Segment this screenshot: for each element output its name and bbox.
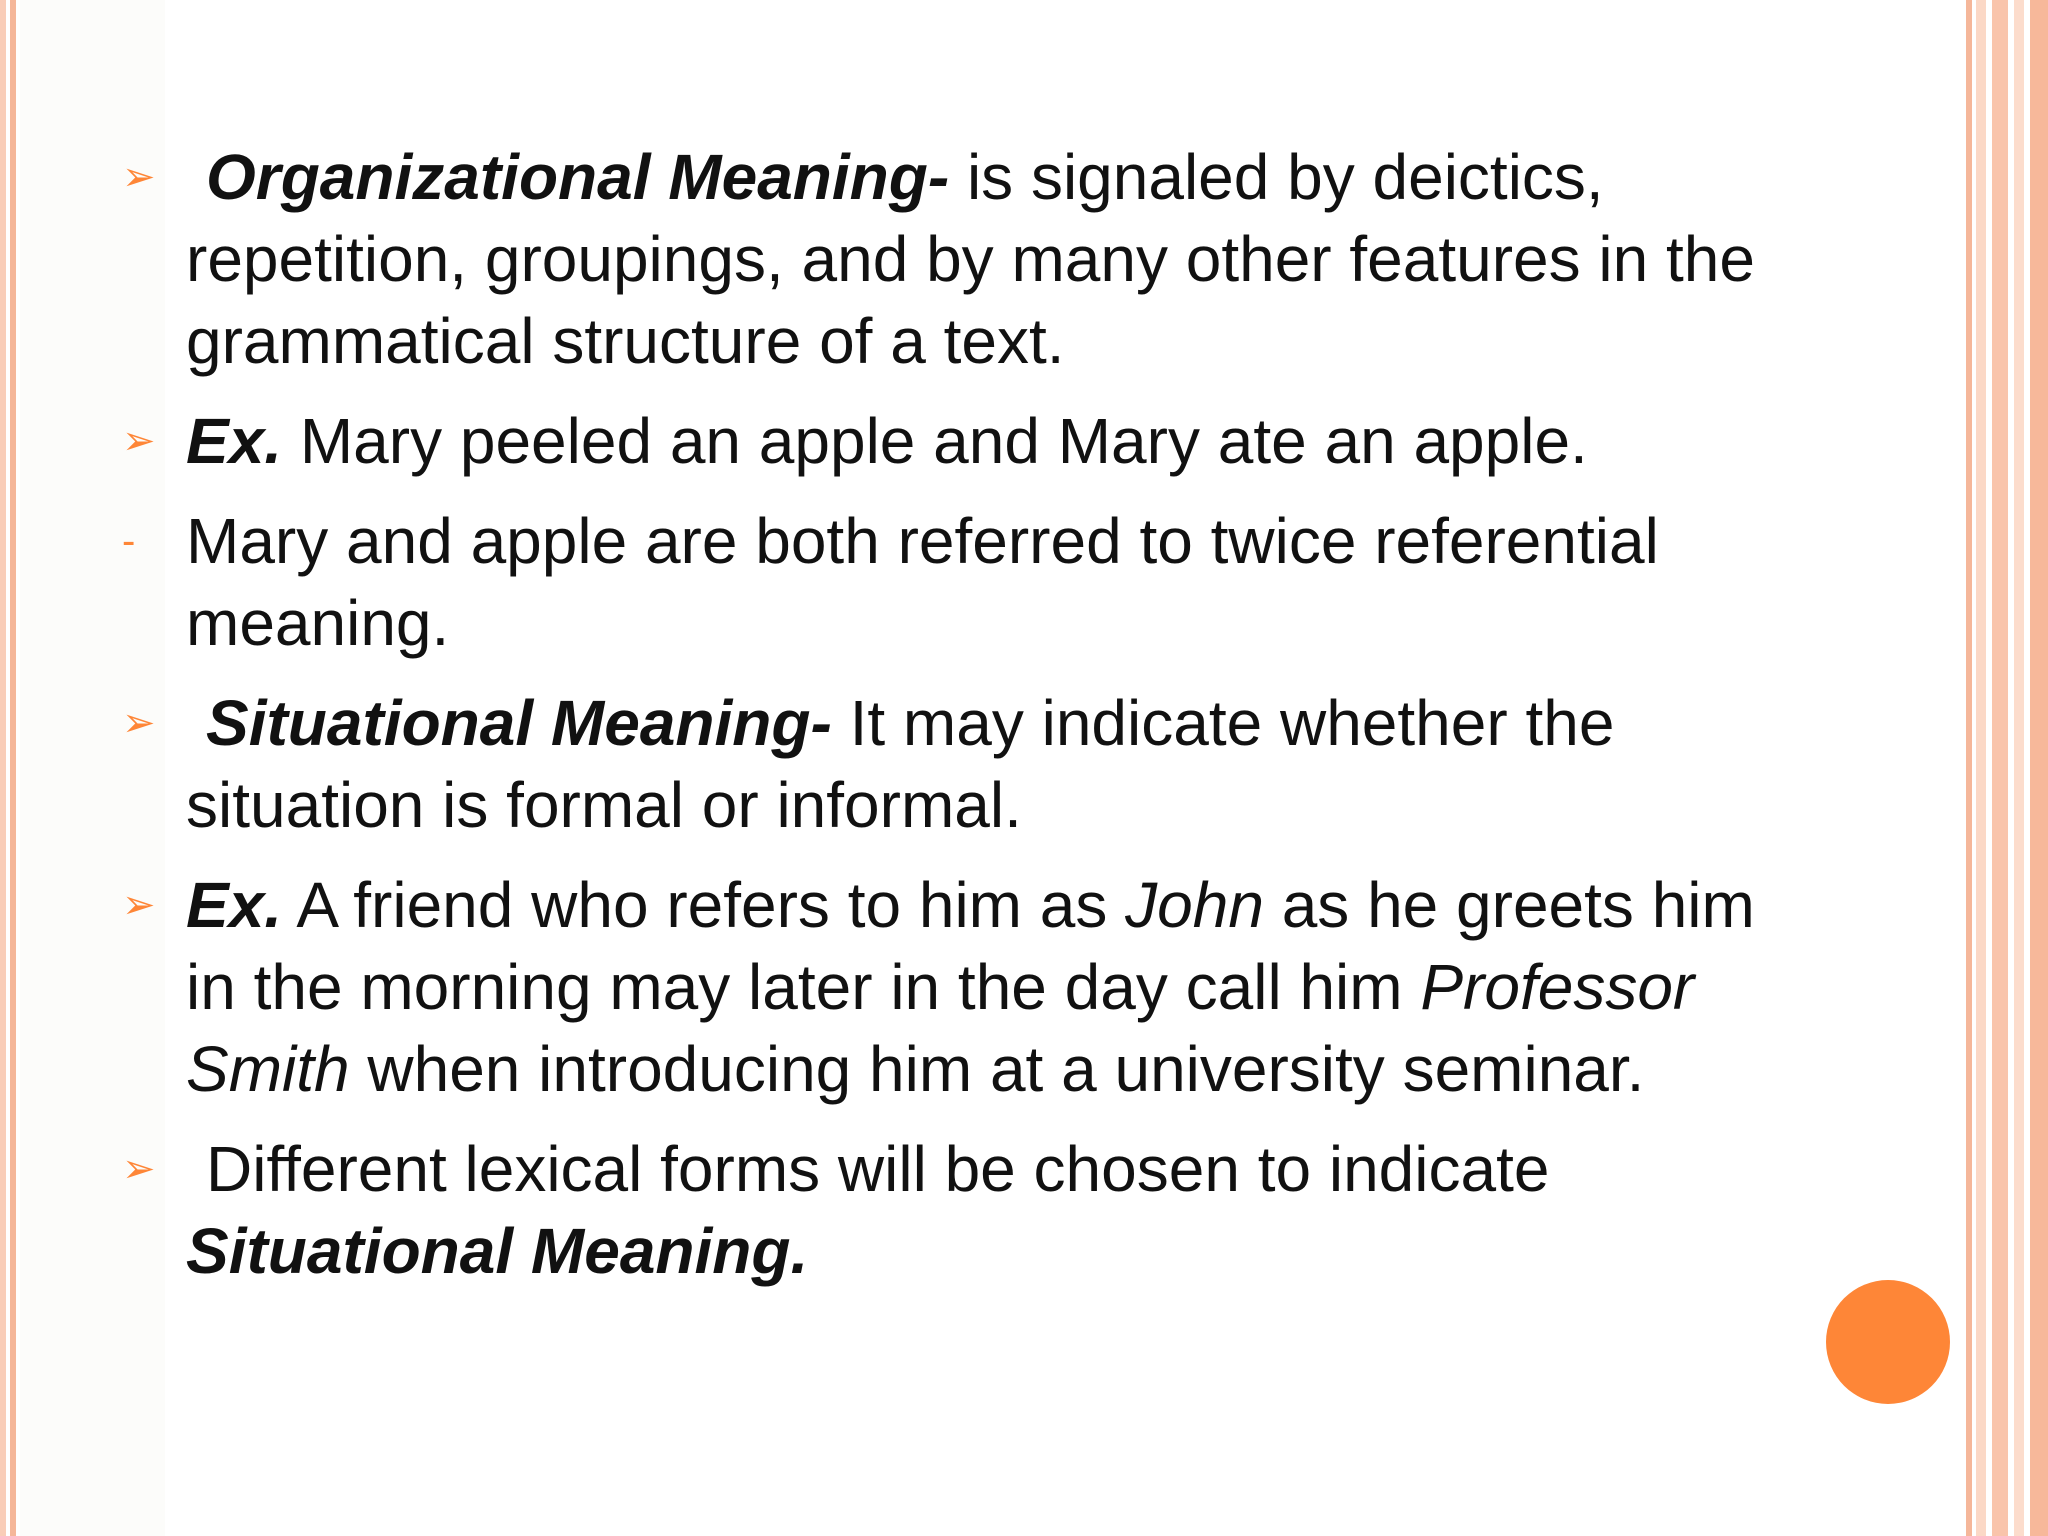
item-text: It may indicate whether the situation is formal or informal. xyxy=(186,687,1615,841)
list-item xyxy=(120,1128,1770,1292)
right-border-band xyxy=(1976,0,1986,1536)
list-item xyxy=(120,400,1770,482)
right-border-band xyxy=(1992,0,2008,1536)
item-text: when introducing him at a university seminar. xyxy=(349,1033,1645,1105)
arrowhead-bullet-icon: ➢ xyxy=(122,155,156,199)
arrowhead-bullet-icon: ➢ xyxy=(122,701,156,745)
bullet-list xyxy=(120,136,1770,1310)
left-border-decoration xyxy=(0,0,20,1536)
right-border-decoration xyxy=(1966,0,2048,1536)
arrowhead-bullet-icon: ➢ xyxy=(122,883,156,927)
right-border-band xyxy=(1966,0,1972,1536)
item-text: is signaled by deictics, repetition, groupings, and by many other features in the grammatical structure of a text. xyxy=(186,141,1755,377)
arrowhead-bullet-icon: ➢ xyxy=(122,1147,156,1191)
term-situational-meaning: Situational Meaning. xyxy=(186,1215,809,1287)
list-item xyxy=(120,864,1770,1110)
name-professor-smith: Professor Smith xyxy=(186,951,1695,1105)
list-item xyxy=(120,136,1770,382)
arrowhead-bullet-icon: ➢ xyxy=(122,419,156,463)
list-item xyxy=(120,682,1770,846)
example-label: Ex. xyxy=(186,869,283,941)
dash-bullet-icon: - xyxy=(122,519,136,563)
item-text: Mary peeled an apple and Mary ate an apple. xyxy=(282,405,1588,477)
term-situational-meaning: Situational Meaning- xyxy=(206,687,832,759)
item-text: A friend who refers to him as xyxy=(282,869,1126,941)
right-border-band xyxy=(2030,0,2048,1536)
name-john: John xyxy=(1125,869,1264,941)
example-label: Ex. xyxy=(186,405,283,477)
term-organizational-meaning: Organizational Meaning- xyxy=(206,141,950,213)
item-text: Different lexical forms will be chosen to indicate xyxy=(206,1133,1550,1205)
right-border-band xyxy=(2014,0,2024,1536)
list-item xyxy=(120,500,1770,664)
item-text: as he greets him in the morning may later in the day call him xyxy=(186,869,1755,1023)
left-border-band xyxy=(10,0,16,1536)
item-text: Mary and apple are both referred to twice referential meaning. xyxy=(186,505,1659,659)
orange-circle-decoration xyxy=(1826,1280,1950,1404)
left-border-band xyxy=(0,0,6,1536)
